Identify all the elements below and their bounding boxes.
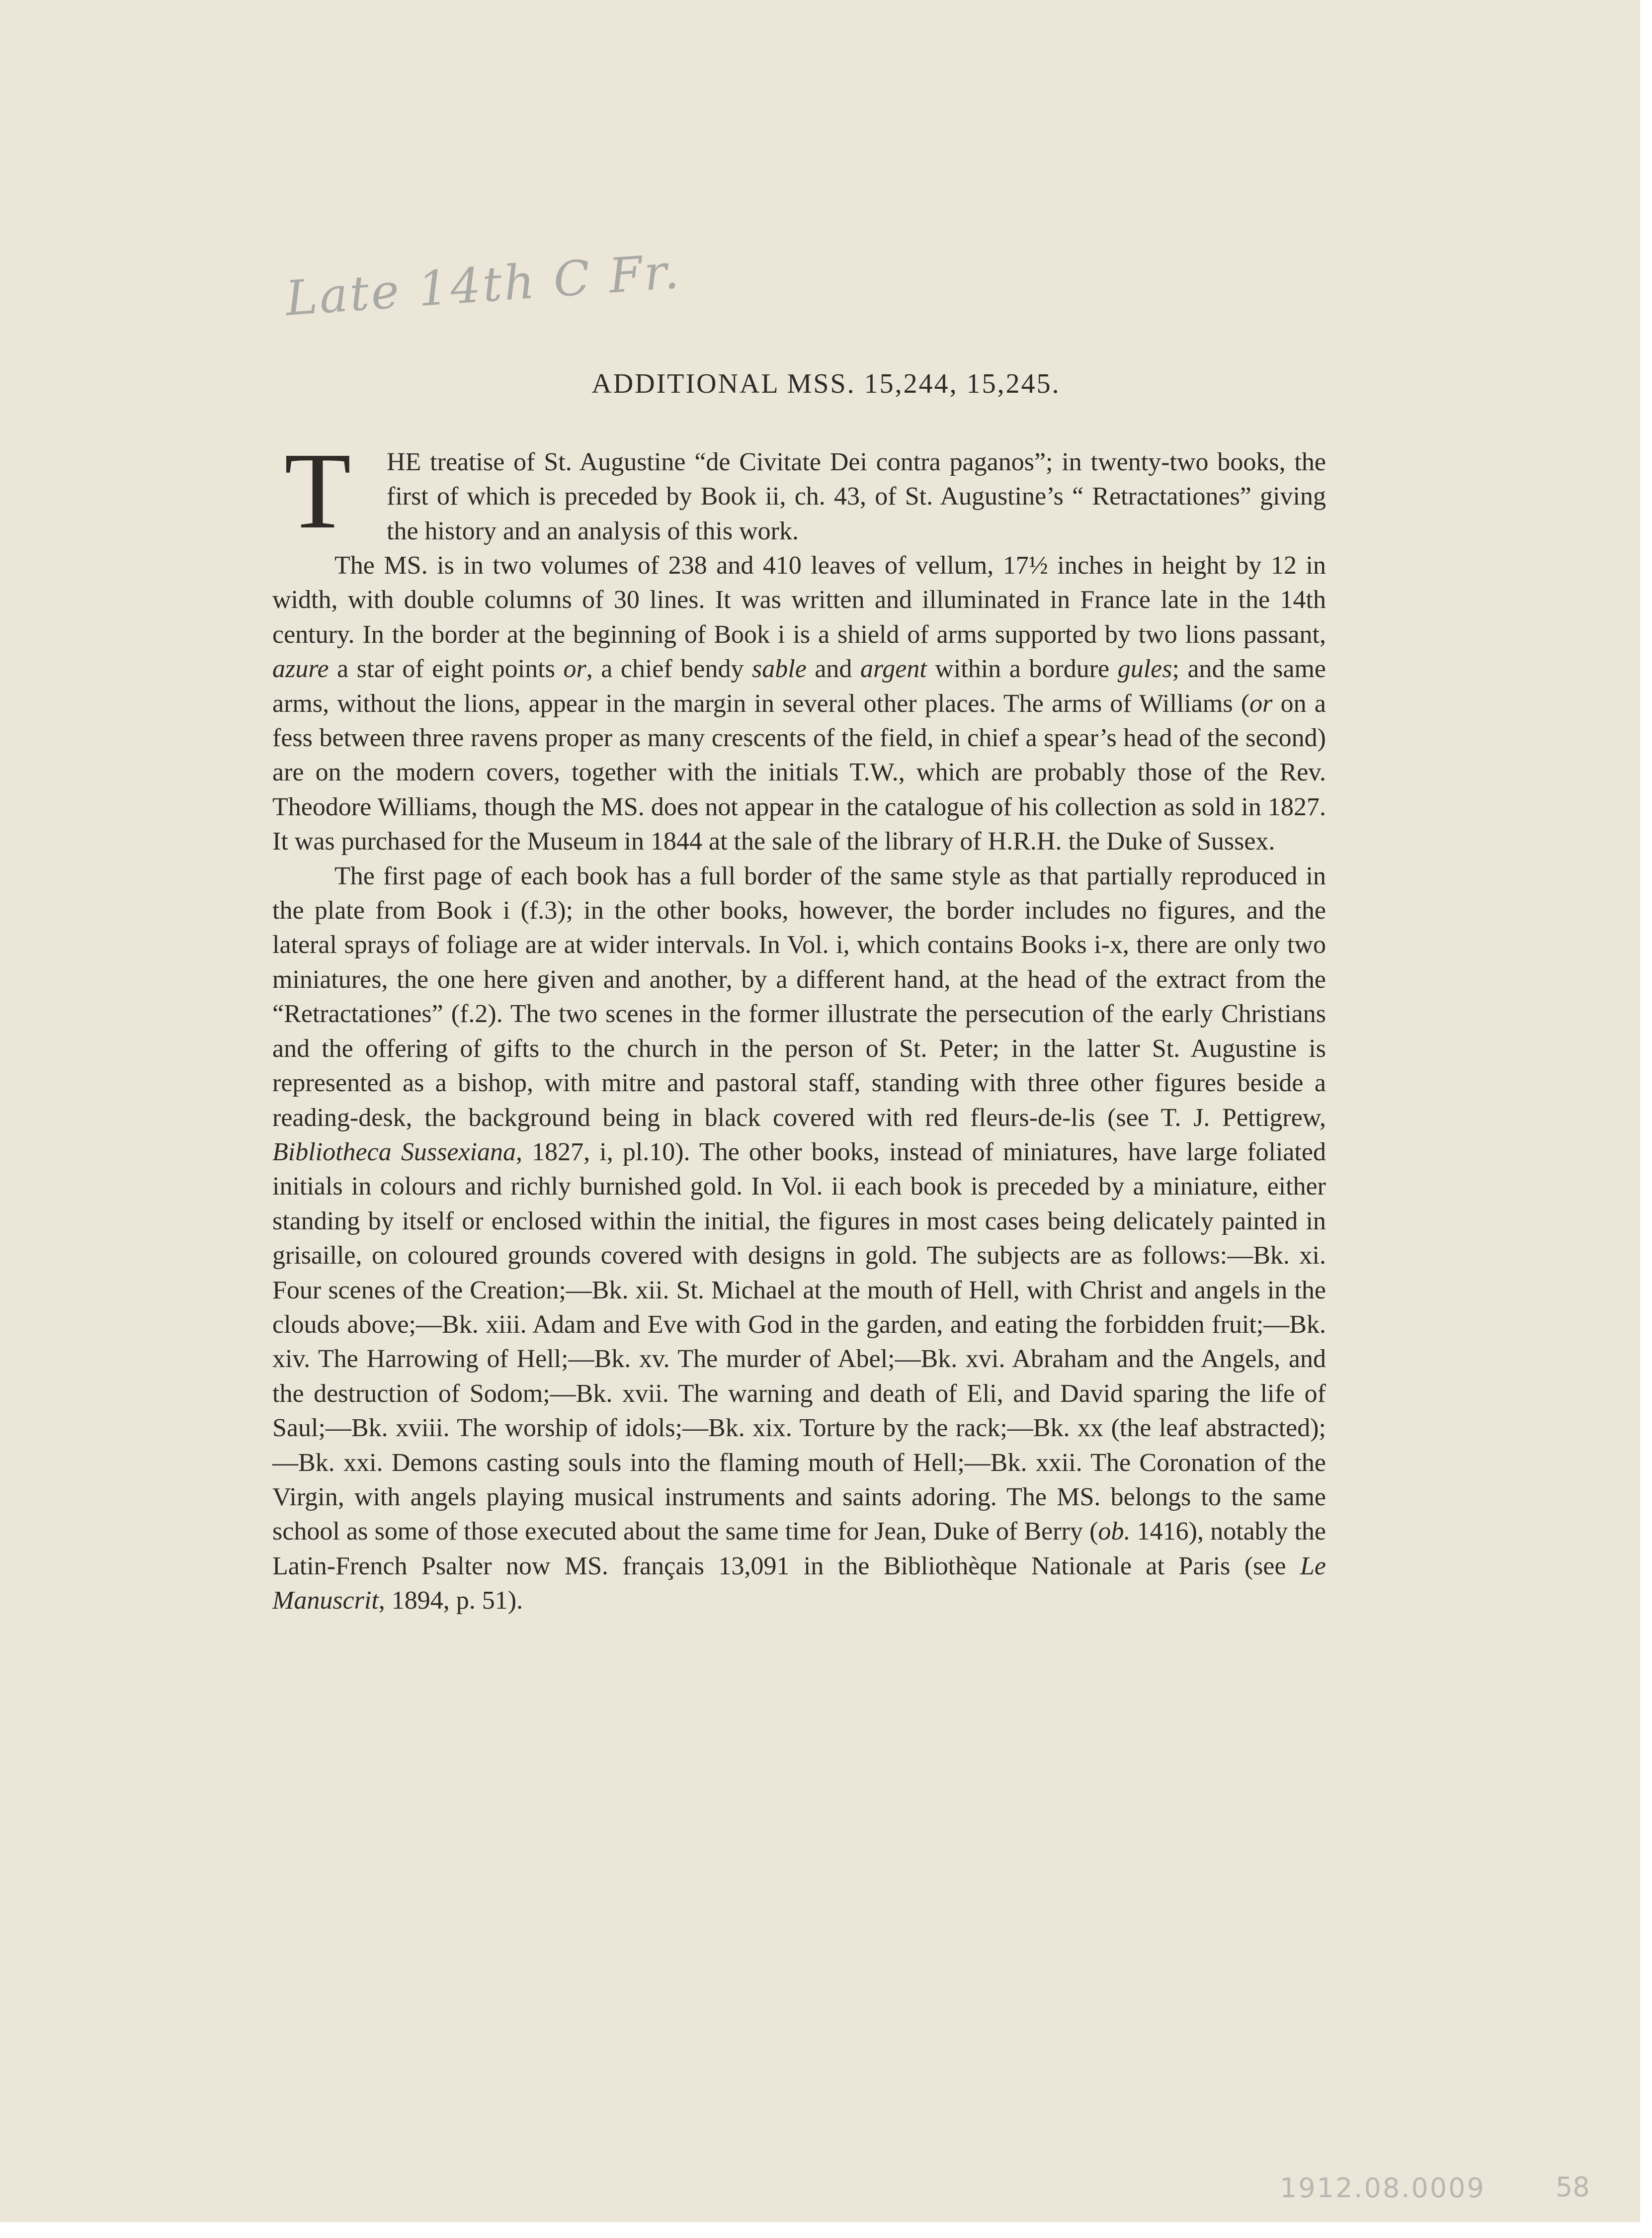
text-run: , a chief bendy <box>586 655 752 684</box>
drop-cap: T <box>284 430 351 551</box>
text-run: The MS. is in two volumes of 238 and 410 leaves of vellum, 17½ inches in height by 12 in width, with double columns of 30 lines. It was written and illuminated in France late in the 14th century. In the border at the beginning of Book i is a shield of arms supported by two lions passant, <box>272 551 1326 649</box>
paragraph-miniatures <box>272 859 1326 1618</box>
page-number: 58 <box>1556 2171 1590 2203</box>
paragraph-intro-text: HE treatise of St. Augustine “de Civitate Dei contra paganos”; in twenty-two books, the first of which is preceded by Book ii, ch. 43, of St. Augustine’s “ Retractationes” giving the history and an analysis of this work. <box>387 448 1326 545</box>
archive-number: 1912.08.0009 <box>1280 2172 1486 2204</box>
text-run: a star of eight points <box>329 655 564 684</box>
text-run: , 1894, p. 51). <box>378 1586 523 1615</box>
scan-border-bottom <box>0 2222 1652 2238</box>
italic-term: sable <box>752 655 807 684</box>
italic-term: or <box>1249 689 1273 718</box>
italic-term: argent <box>860 655 927 684</box>
italic-term: azure <box>272 655 329 684</box>
italic-title: Le Manuscrit <box>272 1551 1326 1615</box>
text-run: on a fess between three ravens proper as many crescents of the field, in chief a spear’s head of the second) are on the modern covers, together with the initials T.W., which are probably those of the Rev. Theodore Williams, though the MS. does not appear in the catalogue of his collection as sold in 1827. It was purchased for the Museum in 1844 at the sale of the library of H.R.H. the Duke of Sussex. <box>272 689 1326 856</box>
italic-term: or <box>563 655 586 684</box>
text-run: and <box>806 655 860 684</box>
paragraph-description <box>272 548 1326 859</box>
text-run: The first page of each book has a full border of the same style as that partially reproduced in the plate from Book i (f.3); in the other books, however, the border includes no figures, and the lateral sprays of foliage are at wider intervals. In Vol. i, which contains Books i-x, there are only two miniatures, the one here given and another, by a different hand, at the head of the extract from the “Retractationes” (f.2). The two scenes in the former illustrate the persecution of the early Christians and the offering of gifts to the church in the person of St. Peter; in the latter St. Augustine is represented as a bishop, with mitre and pastoral staff, standing with three other figures beside a reading-desk, the background being in black covered with red fleurs-de-lis (see T. J. Pettigrew, <box>272 861 1326 1132</box>
body-text <box>272 430 1326 1618</box>
scan-border-right <box>1640 0 1652 2238</box>
paragraph-intro <box>272 430 1326 551</box>
text-run: , 1827, i, pl.10). The other books, instead of miniatures, have large foliated initials in colours and richly burnished gold. In Vol. ii each book is preceded by a miniature, either standing by itself or enclosed within the initial, the figures in most cases being delicately painted in grisaille, on coloured grounds covered with designs in gold. The subjects are as follows:—Bk. xi. Four scenes of the Creation;—Bk. xii. St. Michael at the mouth of Hell, with Christ and angels in the clouds above;—Bk. xiii. Adam and Eve with God in the garden, and eating the forbidden fruit;—Bk. xiv. The Harrowing of Hell;—Bk. xv. The murder of Abel;—Bk. xvi. Abraham and the Angels, and the destruction of Sodom;—Bk. xvii. The warning and death of Eli, and David sparing the life of Saul;—Bk. xviii. The worship of idols;—Bk. xix. Torture by the rack;—Bk. xx (the leaf abstracted);—Bk. xxi. Demons casting souls into the flaming mouth of Hell;—Bk. xxii. The Coronation of the Virgin, with angels playing musical instruments and saints adoring. The MS. belongs to the same school as some of those executed about the same time for Jean, Duke of Berry ( <box>272 1137 1326 1546</box>
italic-term: gules <box>1117 655 1172 684</box>
page-title: ADDITIONAL MSS. 15,244, 15,245. <box>591 368 1061 399</box>
italic-term: ob. <box>1098 1517 1131 1546</box>
italic-title: Bibliotheca Sussexiana <box>272 1137 516 1166</box>
handwritten-note: Late 14th C Fr. <box>284 243 683 327</box>
text-run: within a bordure <box>926 655 1118 684</box>
text-run: ; and the same arms, without the lions, appear in the margin in several other places. The arms of Williams ( <box>272 655 1326 718</box>
text-run: 1416), notably the Latin-French Psalter now MS. français 13,091 in the Bibliothèque Nationale at Paris (see <box>272 1517 1326 1580</box>
